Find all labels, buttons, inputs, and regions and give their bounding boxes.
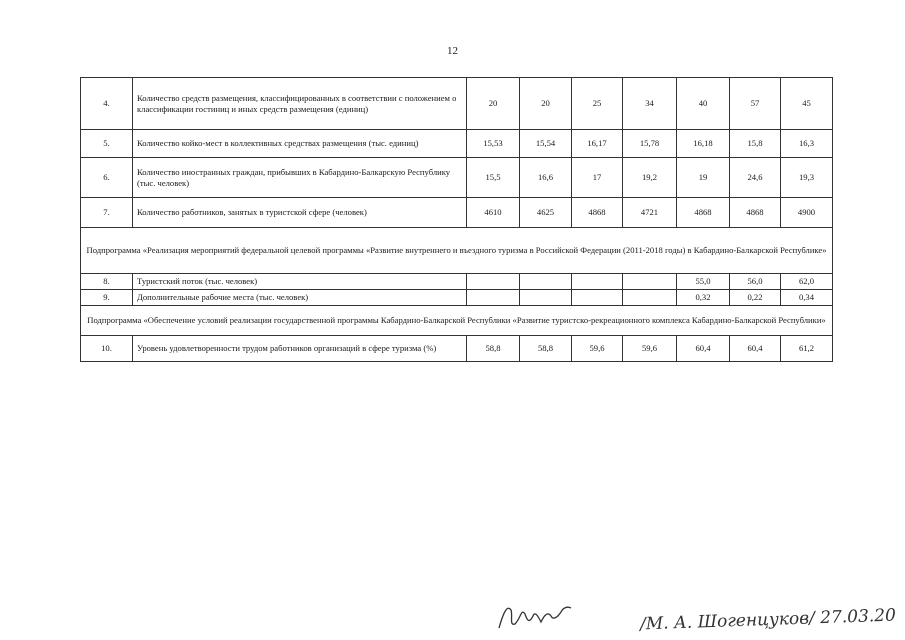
row-number: 6. (81, 158, 133, 198)
value-cell: 16,3 (781, 130, 833, 158)
subprogram-title: Подпрограмма «Реализация мероприятий федеральной целевой программы «Развитие внутреннего и въездного туризма в Российской Федерации (2011-2018 годы) в Кабардино-Балкарской Республике» (81, 228, 833, 274)
table-row (81, 158, 833, 198)
value-cell: 16,6 (520, 158, 572, 198)
value-cell: 0,32 (677, 290, 730, 306)
value-cell: 58,8 (467, 336, 520, 362)
value-cell: 4868 (677, 198, 730, 228)
signature-text: /М. А. Шогенцуков/ 27.03.20 (639, 605, 897, 635)
value-cell: 20 (520, 78, 572, 130)
value-cell: 4900 (781, 198, 833, 228)
indicator-name: Количество иностранных граждан, прибывших в Кабардино-Балкарскую Республику (тыс. человек) (133, 158, 467, 198)
value-cell: 56,0 (730, 274, 781, 290)
value-cell: 15,78 (623, 130, 677, 158)
subprogram-row (81, 306, 833, 336)
subprogram-title: Подпрограмма «Обеспечение условий реализации государственной программы Кабардино-Балкарской Республики «Развитие туристско-рекреационного комплекса Кабардино-Балкарской Республики» (81, 306, 833, 336)
value-cell: 19,2 (623, 158, 677, 198)
value-cell: 0,34 (781, 290, 833, 306)
value-cell: 45 (781, 78, 833, 130)
indicator-name: Дополнительные рабочие места (тыс. человек) (133, 290, 467, 306)
value-cell: 16,18 (677, 130, 730, 158)
value-cell (623, 290, 677, 306)
table-row (81, 290, 833, 306)
value-cell: 15,5 (467, 158, 520, 198)
row-number: 9. (81, 290, 133, 306)
value-cell: 16,17 (572, 130, 623, 158)
row-number: 5. (81, 130, 133, 158)
row-number: 8. (81, 274, 133, 290)
value-cell: 19,3 (781, 158, 833, 198)
value-cell: 15,54 (520, 130, 572, 158)
value-cell (572, 274, 623, 290)
table-row (81, 78, 833, 130)
value-cell: 19 (677, 158, 730, 198)
value-cell: 59,6 (623, 336, 677, 362)
value-cell: 60,4 (730, 336, 781, 362)
value-cell: 20 (467, 78, 520, 130)
page-number: 12 (447, 45, 458, 57)
value-cell: 60,4 (677, 336, 730, 362)
value-cell: 61,2 (781, 336, 833, 362)
table-row (81, 336, 833, 362)
value-cell: 4610 (467, 198, 520, 228)
value-cell: 34 (623, 78, 677, 130)
row-number: 10. (81, 336, 133, 362)
value-cell: 0,22 (730, 290, 781, 306)
subprogram-row (81, 228, 833, 274)
value-cell: 15,8 (730, 130, 781, 158)
indicators-table (80, 77, 833, 362)
value-cell: 58,8 (520, 336, 572, 362)
signature-area (470, 592, 900, 640)
indicator-name: Количество койко-мест в коллективных средствах размещения (тыс. единиц) (133, 130, 467, 158)
indicator-name: Количество работников, занятых в туристской сфере (человек) (133, 198, 467, 228)
value-cell: 25 (572, 78, 623, 130)
value-cell: 24,6 (730, 158, 781, 198)
row-number: 4. (81, 78, 133, 130)
table-body (81, 78, 833, 362)
row-number: 7. (81, 198, 133, 228)
signature-icon (495, 596, 575, 636)
value-cell: 4625 (520, 198, 572, 228)
indicator-name: Туристский поток (тыс. человек) (133, 274, 467, 290)
indicator-name: Количество средств размещения, классифицированных в соответствии с положением о классификации гостиниц и иных средств размещения (единиц) (133, 78, 467, 130)
value-cell: 4721 (623, 198, 677, 228)
table-row (81, 274, 833, 290)
table-row (81, 198, 833, 228)
table-row (81, 130, 833, 158)
value-cell: 55,0 (677, 274, 730, 290)
value-cell (520, 274, 572, 290)
value-cell (572, 290, 623, 306)
indicator-name: Уровень удовлетворенности трудом работников организаций в сфере туризма (%) (133, 336, 467, 362)
value-cell: 15,53 (467, 130, 520, 158)
value-cell (467, 290, 520, 306)
value-cell: 4868 (730, 198, 781, 228)
value-cell: 57 (730, 78, 781, 130)
value-cell: 40 (677, 78, 730, 130)
value-cell (623, 274, 677, 290)
value-cell: 59,6 (572, 336, 623, 362)
value-cell: 62,0 (781, 274, 833, 290)
value-cell (467, 274, 520, 290)
value-cell: 17 (572, 158, 623, 198)
value-cell: 4868 (572, 198, 623, 228)
value-cell (520, 290, 572, 306)
